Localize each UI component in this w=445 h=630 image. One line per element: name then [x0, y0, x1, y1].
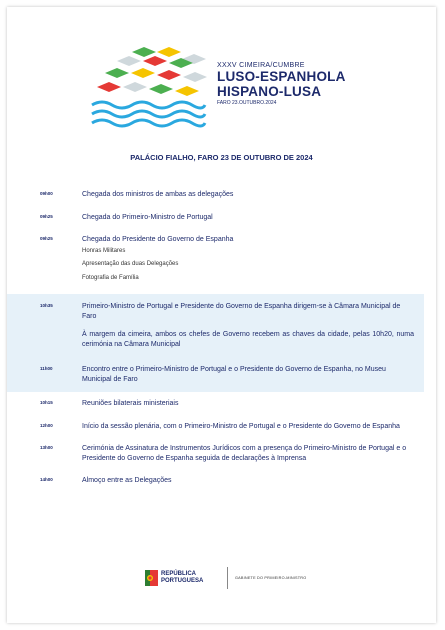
schedule-note: À margem da cimeira, ambos os chefes de Governo recebem as chaves da cidade, pelas 10h20, numa cerimónia na Câmara Municipal — [82, 331, 414, 348]
schedule-time: 10h15 — [40, 400, 53, 405]
schedule-subitem: Honras Militares — [82, 247, 126, 254]
schedule-time: 14h00 — [40, 477, 53, 482]
schedule-item-highlighted — [7, 357, 424, 392]
footer-divider — [227, 567, 228, 589]
schedule-text: Almoço entre as Delegações — [82, 477, 172, 484]
venue-heading: PALÁCIO FIALHO, FARO 23 DE OUTUBRO DE 2024 — [130, 153, 313, 162]
schedule-text: Reuniões bilaterais ministeriais — [82, 400, 179, 407]
schedule-item — [40, 476, 424, 486]
schedule-item — [40, 235, 424, 285]
schedule-subitem: Fotografia de Família — [82, 274, 139, 281]
schedule-time: 09h25 — [40, 236, 53, 241]
schedule-time: 11h00 — [40, 366, 53, 371]
schedule-text: Chegada do Presidente do Governo de Espanha — [82, 236, 234, 243]
republic-label-line2: PORTUGUESA — [161, 578, 204, 584]
schedule-item — [40, 444, 424, 463]
schedule-text: Primeiro-Ministro de Portugal e Presidente do Governo de Espanha dirigem-se à Câmara Municipal de Faro — [82, 303, 401, 320]
schedule-item — [40, 213, 424, 223]
schedule-text: Cerimónia de Assinatura de Instrumentos Jurídicos com a presença do Primeiro-Ministro de Portugal e o Presidente do Governo de Espanha seguida de declarações à Imprensa — [82, 445, 407, 462]
portugal-flag-icon — [145, 570, 158, 586]
republic-label-line1: REPÚBLICA — [161, 571, 197, 577]
summit-logo — [87, 47, 207, 147]
schedule-item — [40, 422, 424, 432]
schedule-item — [40, 190, 424, 200]
footer — [7, 567, 436, 593]
schedule-text: Encontro entre o Primeiro-Ministro de Portugal e o Presidente do Governo de Espanha, no Museu Municipal de Faro — [82, 366, 386, 383]
summit-edition: XXXV CIMEIRA/CUMBRE — [217, 62, 305, 69]
schedule-time: 10h35 — [40, 303, 53, 308]
schedule-text: Chegada do Primeiro-Ministro de Portugal — [82, 213, 213, 221]
schedule-text: Chegada dos ministros de ambas as delegações — [82, 191, 234, 198]
schedule-time: 13h00 — [40, 445, 53, 450]
schedule-subitem: Apresentação das duas Delegações — [82, 261, 179, 267]
schedule-text: Início da sessão plenária, com o Primeiro-Ministro de Portugal e o Presidente do Governo de Espanha — [82, 422, 400, 430]
document-page — [7, 7, 436, 623]
schedule-time: 09h25 — [40, 213, 53, 219]
summit-title-block — [217, 62, 346, 106]
schedule-time: 12h00 — [40, 422, 53, 428]
summit-location-date: FARO 23.OUTUBRO.2024 — [217, 100, 277, 106]
summit-title-line2: HISPANO-LUSA — [217, 84, 322, 99]
schedule-time: 09h00 — [40, 191, 53, 196]
schedule-list — [40, 190, 424, 486]
summit-title-line1: LUSO-ESPANHOLA — [217, 69, 346, 84]
republic-label — [161, 571, 203, 585]
schedule-item — [40, 399, 424, 409]
schedule-item-highlighted — [7, 294, 424, 357]
cabinet-label: GABINETE DO PRIMEIRO-MINISTRO — [235, 576, 307, 580]
